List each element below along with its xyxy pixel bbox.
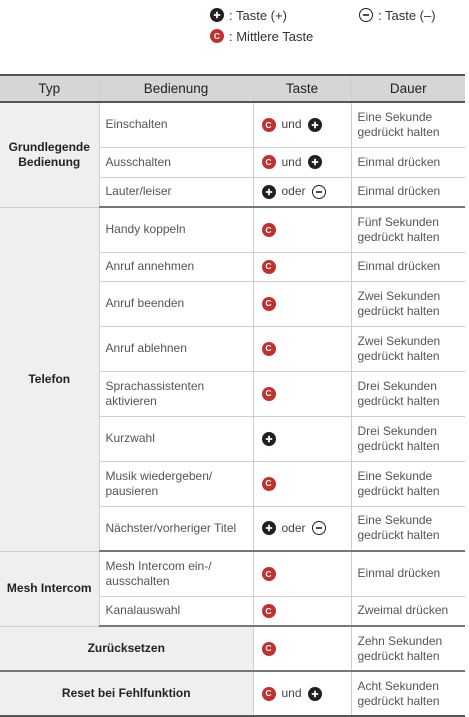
header-type: Typ [0, 75, 99, 102]
table-row [0, 102, 465, 147]
button-cell [253, 252, 351, 281]
plus-button-icon [262, 185, 276, 199]
legend-plus [210, 7, 287, 23]
plus-button-icon [262, 521, 276, 535]
minus-button-icon [312, 185, 326, 199]
action-cell: Kanalauswahl [99, 596, 253, 626]
action-cell: Mesh Intercom ein-/ ausschalten [99, 551, 253, 596]
center-button-icon: C [262, 477, 276, 491]
group-phone: Telefon [0, 207, 99, 551]
plus-button-icon [262, 432, 276, 446]
center-button-icon: C [210, 29, 224, 43]
duration-cell: Einmal drücken [351, 252, 465, 281]
table-row [0, 671, 465, 716]
table-header-row [0, 75, 465, 102]
duration-cell: Zweimal drücken [351, 596, 465, 626]
conjunction: und [281, 686, 302, 700]
header-duration: Dauer [351, 75, 465, 102]
conjunction: und [281, 117, 302, 132]
plus-button-icon [308, 155, 322, 169]
button-cell [253, 177, 351, 207]
header-button: Taste [253, 75, 351, 102]
button-cell [253, 626, 351, 671]
button-cell [253, 147, 351, 177]
duration-cell: Eine Sekunde gedrückt halten [351, 461, 465, 506]
center-button-icon: C [262, 642, 276, 656]
legend-minus-label: : Taste (–) [378, 7, 436, 23]
conjunction: oder [281, 184, 306, 199]
action-cell: Nächster/vorheriger Titel [99, 506, 253, 551]
button-cell [253, 102, 351, 147]
duration-cell: Zehn Sekunden gedrückt halten [351, 626, 465, 671]
plus-button-icon [308, 687, 322, 701]
button-cell [253, 596, 351, 626]
center-button-icon: C [262, 567, 276, 581]
action-cell: Kurzwahl [99, 416, 253, 461]
group-basic: Grundlegende Bedienung [0, 102, 99, 207]
plus-button-icon [308, 118, 322, 132]
center-button-icon: C [262, 260, 276, 274]
action-fault-reset: Reset bei Fehlfunktion [0, 671, 253, 716]
button-cell [253, 281, 351, 326]
center-button-icon: C [262, 342, 276, 356]
conjunction: und [281, 154, 302, 169]
center-button-icon: C [262, 604, 276, 618]
center-button-icon: C [262, 387, 276, 401]
duration-cell: Zwei Sekunden gedrückt halten [351, 326, 465, 371]
minus-button-icon [359, 8, 373, 22]
minus-button-icon [312, 521, 326, 535]
duration-cell: Fünf Sekunden gedrückt halten [351, 207, 465, 252]
table-row [0, 626, 465, 671]
action-cell: Anruf annehmen [99, 252, 253, 281]
conjunction: oder [281, 520, 306, 535]
action-cell: Anruf ablehnen [99, 326, 253, 371]
action-cell: Handy koppeln [99, 207, 253, 252]
center-button-icon: C [262, 223, 276, 237]
table-row [0, 207, 465, 252]
duration-cell: Eine Sekunde gedrückt halten [351, 102, 465, 147]
duration-cell: Einmal drücken [351, 147, 465, 177]
action-cell: Lauter/leiser [99, 177, 253, 207]
duration-cell: Einmal drücken [351, 551, 465, 596]
button-cell [253, 671, 351, 716]
legend-center-label: : Mittlere Taste [229, 28, 314, 44]
action-cell: Einschalten [99, 102, 253, 147]
controls-table [0, 74, 465, 717]
action-cell: Ausschalten [99, 147, 253, 177]
action-reset: Zurücksetzen [0, 626, 253, 671]
action-cell: Anruf beenden [99, 281, 253, 326]
duration-cell: Drei Sekunden gedrückt halten [351, 371, 465, 416]
action-cell: Musik wiedergeben/ pausieren [99, 461, 253, 506]
duration-cell: Einmal drücken [351, 177, 465, 207]
legend-minus [359, 7, 436, 23]
center-button-icon: C [262, 297, 276, 311]
duration-cell: Acht Sekunden gedrückt halten [351, 671, 465, 716]
legend-center [210, 28, 313, 44]
center-button-icon: C [262, 155, 276, 169]
action-cell: Sprachassistenten aktivieren [99, 371, 253, 416]
button-cell [253, 506, 351, 551]
group-mesh: Mesh Intercom [0, 551, 99, 626]
button-cell [253, 461, 351, 506]
plus-button-icon [210, 8, 224, 22]
duration-cell: Drei Sekunden gedrückt halten [351, 416, 465, 461]
duration-cell: Zwei Sekunden gedrückt halten [351, 281, 465, 326]
button-cell [253, 326, 351, 371]
button-cell [253, 371, 351, 416]
button-cell [253, 207, 351, 252]
center-button-icon: C [262, 687, 276, 701]
button-cell [253, 551, 351, 596]
header-operation: Bedienung [99, 75, 253, 102]
duration-cell: Eine Sekunde gedrückt halten [351, 506, 465, 551]
button-cell [253, 416, 351, 461]
table-row [0, 551, 465, 596]
center-button-icon: C [262, 118, 276, 132]
legend-plus-label: : Taste (+) [229, 7, 287, 23]
